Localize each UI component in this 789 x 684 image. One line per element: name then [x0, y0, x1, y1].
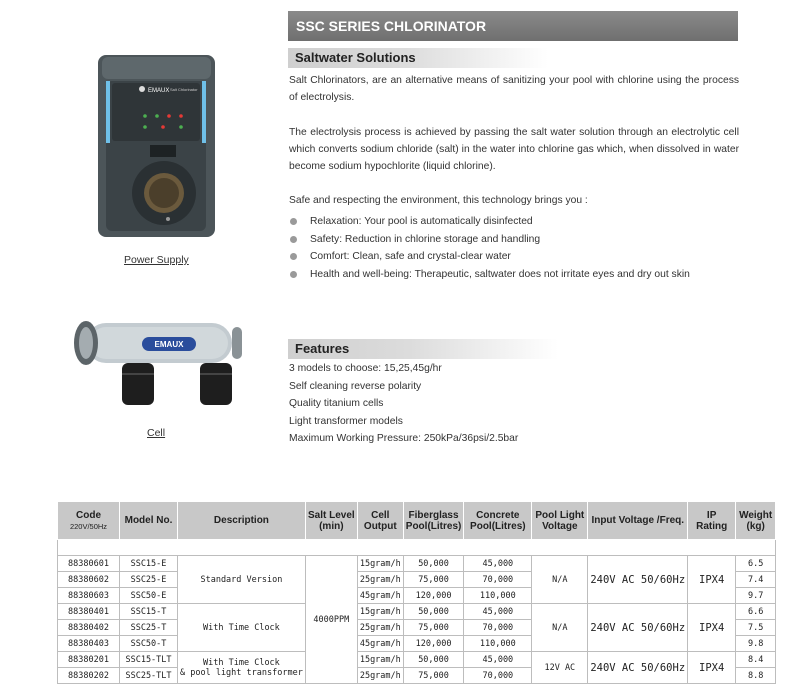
- bullet-icon: [290, 271, 297, 278]
- table-row: 88380202 SSC25-TLT 25gram/h 75,000 70,000 8.8: [58, 668, 776, 684]
- saltwater-heading: Saltwater Solutions: [288, 48, 548, 68]
- svg-text:Salt Chlorinator: Salt Chlorinator: [170, 87, 198, 92]
- header-description: Description: [178, 502, 306, 540]
- table-row: 88380201 SSC15-TLT With Time Clock & pool light transformer 15gram/h 50,000 45,000 12V AC 240V AC 50/60Hz IPX4 8.4: [58, 652, 776, 668]
- table-row: 88380403 SSC50-T 45gram/h 120,000 110,000 9.8: [58, 636, 776, 652]
- header-pool-light: Pool Light Voltage: [532, 502, 588, 540]
- saltwater-intro: Safe and respecting the environment, this technology brings you :: [289, 195, 588, 206]
- pool-light-cell: 12V AC: [532, 652, 588, 684]
- benefits-list: [289, 213, 759, 283]
- ip-rating-cell: IPX4: [688, 652, 736, 684]
- feature-item: 3 models to choose: 15,25,45g/hr: [289, 363, 442, 374]
- bullet-icon: [290, 218, 297, 225]
- header-model: Model No.: [120, 502, 178, 540]
- header-ip-rating: IP Rating: [688, 502, 736, 540]
- saltwater-paragraph-2: The electrolysis process is achieved by passing the salt water solution through an electrolytic cell which converts sodium chloride (salt) in the water into chlorine gas which, when dissolved in water become sodium hypochlorite (liquid chlorine).: [289, 127, 739, 172]
- description-cell: With Time Clock: [178, 604, 306, 652]
- header-fiberglass: Fiberglass Pool(Litres): [403, 502, 464, 540]
- feature-item: Quality titanium cells: [289, 398, 384, 409]
- benefit-item: Relaxation: Your pool is automatically disinfected: [289, 213, 759, 231]
- power-supply-image: [96, 53, 217, 239]
- input-voltage-cell: 240V AC 50/60Hz: [588, 604, 688, 652]
- description-cell: With Time Clock & pool light transformer: [178, 652, 306, 684]
- salt-level-cell: 4000PPM: [305, 556, 357, 684]
- header-code: Code 220V/50Hz: [58, 502, 120, 540]
- benefit-item: Health and well-being: Therapeutic, saltwater does not irritate eyes and dry out skin: [289, 266, 759, 284]
- table-header-row: [58, 502, 776, 540]
- input-voltage-cell: 240V AC 50/60Hz: [588, 556, 688, 604]
- header-cell-output: Cell Output: [357, 502, 403, 540]
- header-salt-level: Salt Level (min): [305, 502, 357, 540]
- cell-image: [72, 313, 244, 411]
- features-list: [289, 360, 518, 448]
- cell-caption: Cell: [147, 427, 166, 439]
- ip-rating-cell: IPX4: [688, 604, 736, 652]
- table-row: 88380402 SSC25-T 25gram/h 75,000 70,000 7.5: [58, 620, 776, 636]
- spec-table: [57, 501, 776, 684]
- table-row: 88380602 SSC25-E 25gram/h 75,000 70,000 7.4: [58, 572, 776, 588]
- benefit-item: Safety: Reduction in chlorine storage and handling: [289, 231, 759, 249]
- input-voltage-cell: 240V AC 50/60Hz: [588, 652, 688, 684]
- features-heading: Features: [288, 339, 558, 359]
- header-weight: Weight (kg): [736, 502, 776, 540]
- saltwater-paragraph-1: Salt Chlorinators, are an alternative means of sanitizing your pool with chlorine using the process of electrolysis.: [289, 75, 739, 103]
- table-row: 88380401 SSC15-T With Time Clock 15gram/h 50,000 45,000 N/A 240V AC 50/60Hz IPX4 6.6: [58, 604, 776, 620]
- header-input-voltage: Input Voltage /Freq.: [588, 502, 688, 540]
- pool-light-cell: N/A: [532, 556, 588, 604]
- svg-text:EMAUX: EMAUX: [154, 340, 184, 349]
- svg-text:EMAUX: EMAUX: [148, 88, 170, 94]
- power-supply-caption: Power Supply: [124, 254, 189, 266]
- bullet-icon: [290, 253, 297, 260]
- table-row: 88380603 SSC50-E 45gram/h 120,000 110,000 9.7: [58, 588, 776, 604]
- page-title: SSC SERIES CHLORINATOR: [288, 11, 738, 41]
- pool-light-cell: N/A: [532, 604, 588, 652]
- table-row: 88380601 SSC15-E Standard Version 4000PPM 15gram/h 50,000 45,000 N/A 240V AC 50/60Hz IPX4 6.5: [58, 556, 776, 572]
- description-cell: Standard Version: [178, 556, 306, 604]
- ip-rating-cell: IPX4: [688, 556, 736, 604]
- feature-item: Self cleaning reverse polarity: [289, 380, 422, 392]
- feature-item: Light transformer models: [289, 415, 403, 427]
- benefit-item: Comfort: Clean, safe and crystal-clear water: [289, 248, 759, 266]
- bullet-icon: [290, 236, 297, 243]
- feature-item: Maximum Working Pressure: 250kPa/36psi/2.5bar: [289, 433, 519, 444]
- header-concrete: Concrete Pool(Litres): [464, 502, 532, 540]
